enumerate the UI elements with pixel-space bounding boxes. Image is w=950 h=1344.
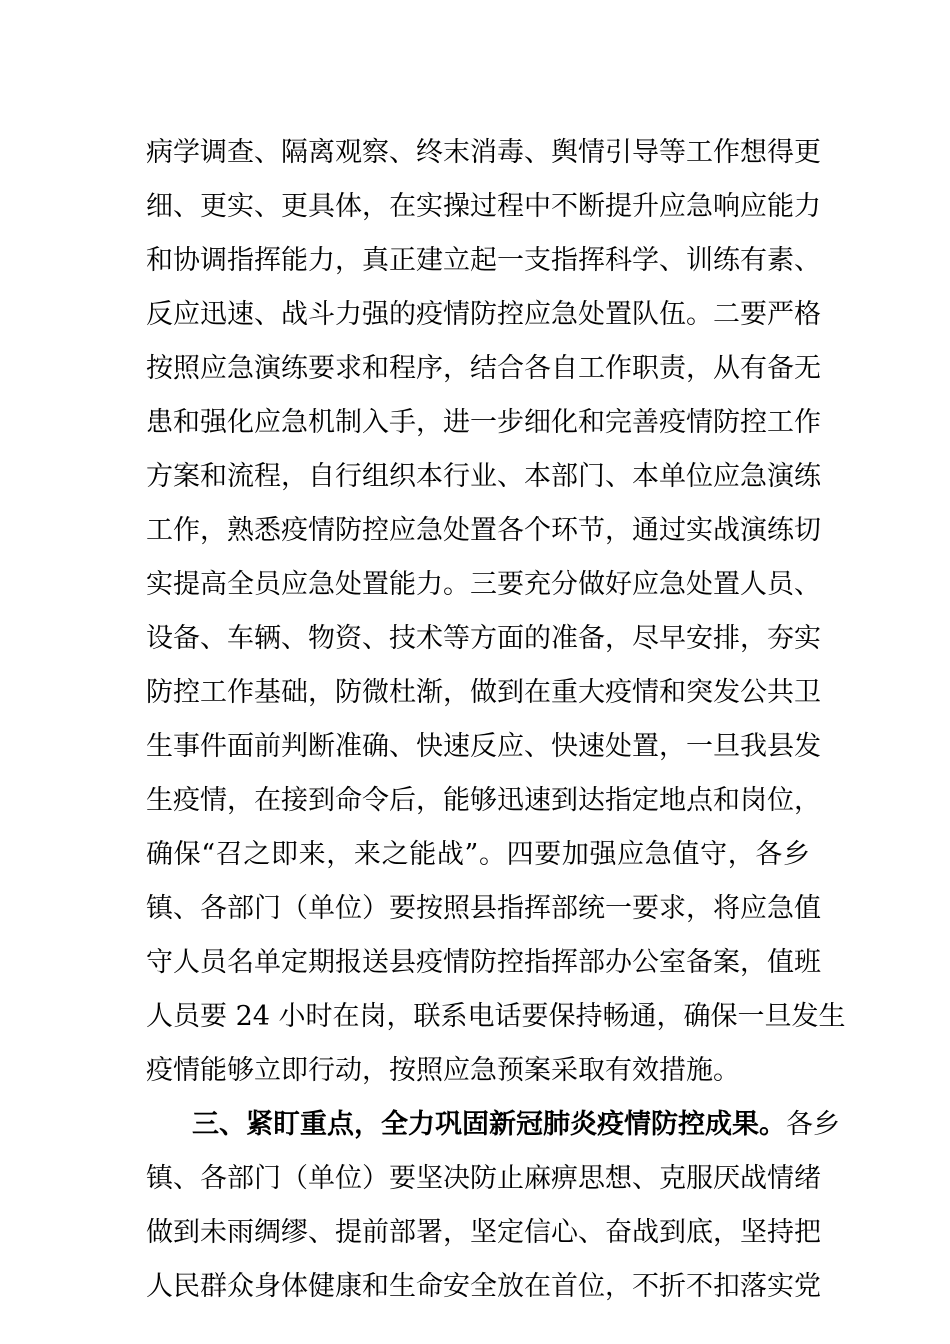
section-heading-tail: 各乡 bbox=[786, 1109, 840, 1140]
section-heading-line bbox=[146, 1098, 840, 1152]
text-line: 人员要 24 小时在岗，联系电话要保持畅通，确保一旦发生 bbox=[146, 1001, 846, 1032]
paragraph-last-line: 疫情能够立即行动，按照应急预案采取有效措施。 bbox=[146, 1055, 740, 1086]
document-body bbox=[146, 126, 846, 1314]
text-line: 人民群众身体健康和生命安全放在首位，不折不扣落实党 bbox=[146, 1271, 821, 1302]
text-line: 防控工作基础，防微杜渐，做到在重大疫情和突发公共卫 bbox=[146, 677, 821, 708]
text-line: 镇、各部门（单位）要按照县指挥部统一要求，将应急值 bbox=[146, 893, 821, 924]
text-line: 生事件面前判断准确、快速反应、快速处置，一旦我县发 bbox=[146, 731, 821, 762]
text-line: 做到未雨绸缪、提前部署，坚定信心、奋战到底，坚持把 bbox=[146, 1217, 821, 1248]
text-line: 和协调指挥能力，真正建立起一支指挥科学、训练有素、 bbox=[146, 245, 821, 276]
text-line: 确保“召之即来，来之能战”。四要加强应急值守，各乡 bbox=[146, 839, 810, 870]
text-line: 方案和流程，自行组织本行业、本部门、本单位应急演练 bbox=[146, 461, 821, 492]
section-heading: 三、紧盯重点，全力巩固新冠肺炎疫情防控成果。 bbox=[192, 1109, 786, 1140]
text-line: 守人员名单定期报送县疫情防控指挥部办公室备案，值班 bbox=[146, 947, 821, 978]
text-line: 工作，熟悉疫情防控应急处置各个环节，通过实战演练切 bbox=[146, 515, 821, 546]
text-line: 设备、车辆、物资、技术等方面的准备，尽早安排，夯实 bbox=[146, 623, 821, 654]
text-line: 患和强化应急机制入手，进一步细化和完善疫情防控工作 bbox=[146, 407, 821, 438]
text-line: 生疫情，在接到命令后，能够迅速到达指定地点和岗位， bbox=[146, 785, 821, 816]
text-line: 镇、各部门（单位）要坚决防止麻痹思想、克服厌战情绪 bbox=[146, 1163, 821, 1194]
text-line: 实提高全员应急处置能力。三要充分做好应急处置人员、 bbox=[146, 569, 821, 600]
text-line: 反应迅速、战斗力强的疫情防控应急处置队伍。二要严格 bbox=[146, 299, 821, 330]
text-line: 按照应急演练要求和程序，结合各自工作职责，从有备无 bbox=[146, 353, 821, 384]
text-line: 病学调查、隔离观察、终末消毒、舆情引导等工作想得更 bbox=[146, 137, 821, 168]
text-line: 细、更实、更具体，在实操过程中不断提升应急响应能力 bbox=[146, 191, 821, 222]
